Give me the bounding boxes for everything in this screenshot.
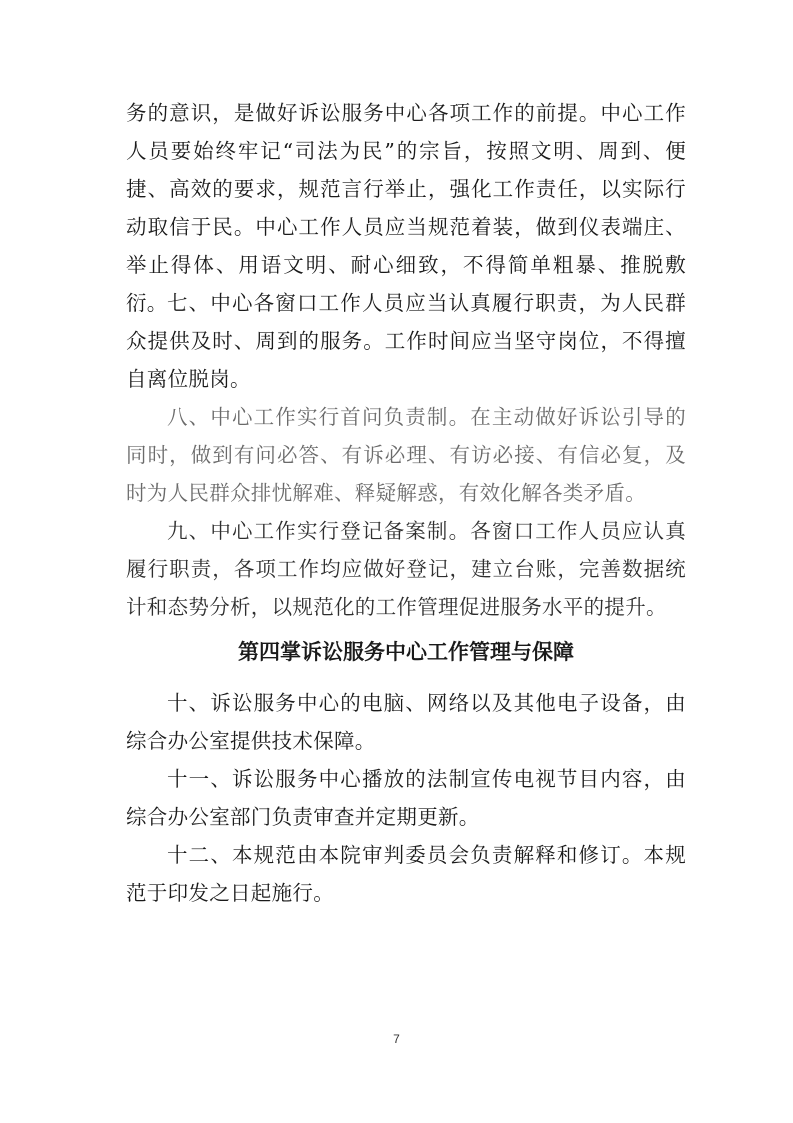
- paragraph-6-continued: 务的意识，是做好诉讼服务中心各项工作的前提。中心工作人员要始终牢记“司法为民”的宗旨，按照文明、周到、便捷、高效的要求，规范言行举止，强化工作责任，以实际行动取信于民。中心工作人员应当规范着装，做到仪表端庄、举止得体、用语文明、耐心细致，不得简单粗暴、推脱敷衍。: [126, 101, 686, 315]
- section-heading: 第四掌诉讼服务中心工作管理与保障: [238, 640, 574, 664]
- page-number: 7: [393, 1032, 400, 1046]
- paragraph-7: 七、中心各窗口工作人员应当认真履行职责，为人民群众提供及时、周到的服务。工作时间应当坚守岗位，不得擅自离位脱岗。: [126, 291, 686, 391]
- paragraph-10: 十、诉讼服务中心的电脑、网络以及其他电子设备，由综合办公室提供技术保障。: [126, 691, 686, 753]
- paragraph-11: 十一、诉讼服务中心播放的法制宣传电视节目内容，由综合办公室部门负责审查并定期更新。: [126, 767, 686, 829]
- paragraph-9: 九、中心工作实行登记备案制。各窗口工作人员应认真履行职责，各项工作均应做好登记，建立台账，完善数据统计和态势分析，以规范化的工作管理促进服务水平的提升。: [126, 519, 686, 619]
- paragraph-8: 八、中心工作实行首问负责制。在主动做好诉讼引导的同时，做到有问必答、有诉必理、有访必接、有信必复，及时为人民群众排忧解难、释疑解惑，有效化解各类矛盾。: [126, 405, 686, 505]
- paragraph-12: 十二、本规范由本院审判委员会负责解释和修订。本规范于印发之日起施行。: [126, 843, 686, 905]
